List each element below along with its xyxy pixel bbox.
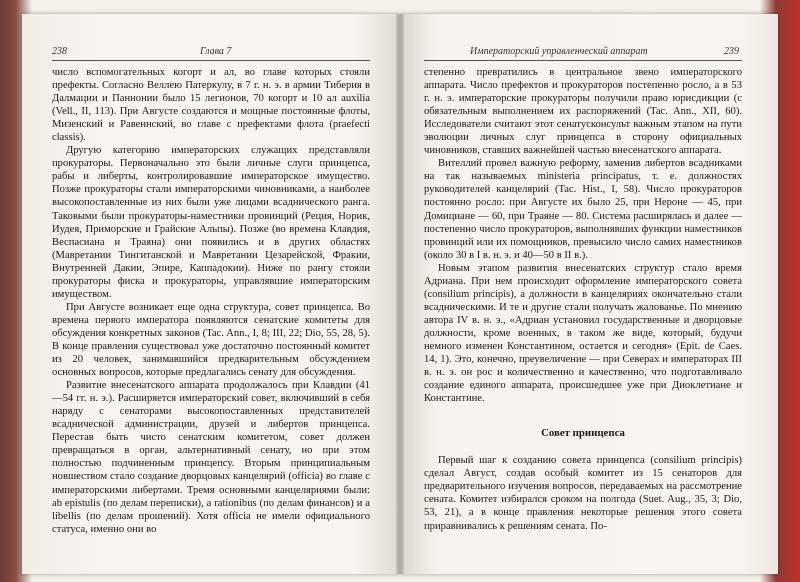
right-paragraph-3: Новым этапом развития внесенатских структур стало время Адриана. При нем происходит оформление императорского совета (consilium principis), а должности в канцеляриях окончательно стали всадническими. И те и другие стали получать жалованье. По мнению автора IV в. н. э., «Адриан установил государственные и дворцовые должности, кроме военных, в таком же виде, который, будучи немного изменен Константином, остается и сегодня» (Epit. de Caes. 14, 1). Это, конечно, преувеличение — при Северах и императорах III в. н. э. он рос и количественно и качественно, что подготавливало создание единого аппарата, происшедшее уже при Диоклетиане и Константине.	[424, 262, 742, 405]
right-paragraph-1: степенно превратились в центральное звено императорского аппарата. Число префектов и прокураторов постепенно росло, а в 53 г. н. э. императорские прокураторы получили право юрисдикции (с обязательным выполнением их распоряжений (Tac. Ann., XII, 60). Исследователи считают этот сенатусконсульт важным этапом на пути эволюции личных слуг принцепса в сторону официальных чиновников, ставших важнейшей частью внесенатского аппарата.	[424, 67, 742, 157]
left-paragraph-2: Другую категорию императорских служащих представляли прокураторы. Первоначально это были личные слуги принцепса, рабы и либерты, контролировавшие императорское имущество. Позже прокураторы стали императорскими чиновниками, а наиболее высокопоставленные из них были уже лицами всаднического ранга. Таковыми были прокураторы-наместники провинций (Реция, Норик, Иудея, Приморские и Грайские Альпы). Позже (во времена Клавдия, Веспасиана и Траяна) они появились и в других областях (Мавретании Тингитанской и Мавретании Цезарейской, Фракии, Внутренней Дакии, Эпире, Каппадокии). Ниже по рангу стояли прокураторы фиска и прокураторы, управлявшие императорским имуществом.	[52, 145, 370, 300]
right-paragraph-2: Вителлий провел важную реформу, заменив либертов всадниками на так называемых ministeria principatus, т. е. должностях руководителей канцелярий (Tac. Hist., I, 58). Число прокураторов постоянно росло: при Августе их было 25, при Нероне — 45, при Домициане — 60, при Траяне — 80. Система расширялась и далее — постепенно число прокураторов, выполнявших функции наместников провинций или их помощников, превысило число самих наместников (около 30 в I в. н. э. и 40—50 в II в.).	[424, 158, 742, 261]
right-header-rule	[424, 60, 742, 61]
right-section-paragraph-1: Первый шаг к созданию совета принцепса (consilium principis) сделал Август, создав особый комитет из 15 сенаторов для предварительного изучения вопросов, передаваемых на рассмотрение сената. Комитет избирался сроком на полгода (Suet. Aug., 35, 3; Dio, 53, 21), а в конце правления некоторые решения этого совета приравнивались к решениям сената. По-	[424, 455, 742, 532]
right-text-column	[424, 66, 742, 533]
section-title: Совет принцепса	[541, 427, 625, 440]
right-running-head: Императорский управленческий аппарат	[470, 46, 648, 57]
left-paragraph-1: число вспомогательных когорт и ал, во главе которых стояли префекты. Согласно Веллею Патеркулу, в 7 г. н. э. в армии Тиберия в Далмации и Паннонии было 15 легионов, 70 когорт и 10 ал auxilia (Vell., II, 113). При Августе создаются и мощные постоянные флоты, Мизенский и Равеннский, во главе с префектами флота (praefecti classis).	[52, 67, 370, 144]
left-paragraph-3: При Августе возникает еще одна структура, совет принцепса. Во времена первого императора появляются сенатские комитеты для обсуждения конкретных законов (Tac. Ann., I, 8; III, 22; Dio, 55, 28, 5). В конце правления существовал уже достаточно постоянный комитет из 20 человек, занимавшийся предварительным обсуждением основных вопросов, которые предлагались сенату для обсуждения.	[52, 301, 370, 379]
left-header-rule	[52, 60, 370, 61]
left-paragraph-4: Развитие внесенатского аппарата продолжалось при Клавдии (41—54 гг. н. э.). Расширяется императорский совет, включивший в себя наряду с сенаторами высокопоставленных представителей всаднической администрации, друзей и либертов принцепса. Перестав быть чисто сенатским комитетом, совет должен превращаться в орган, альтернативный сенату, но при этом полностью подчиненным принцепсу. Вторым принципиальным новшеством стало создание дворцовых канцелярий (officia) во главе с императорскими либертами. Тремя основными канцеляриями были: ab epistulis (по делам переписки), a rationibus (по делам финансов) и a libellis (по делам прошений). Хотя officia не имели официального статуса, именно они во	[52, 380, 370, 535]
left-running-head: Глава 7	[200, 46, 232, 57]
left-page-number: 238	[52, 46, 67, 57]
book-gutter	[396, 14, 404, 574]
right-page-number: 239	[724, 46, 739, 57]
left-text-column	[52, 66, 370, 536]
